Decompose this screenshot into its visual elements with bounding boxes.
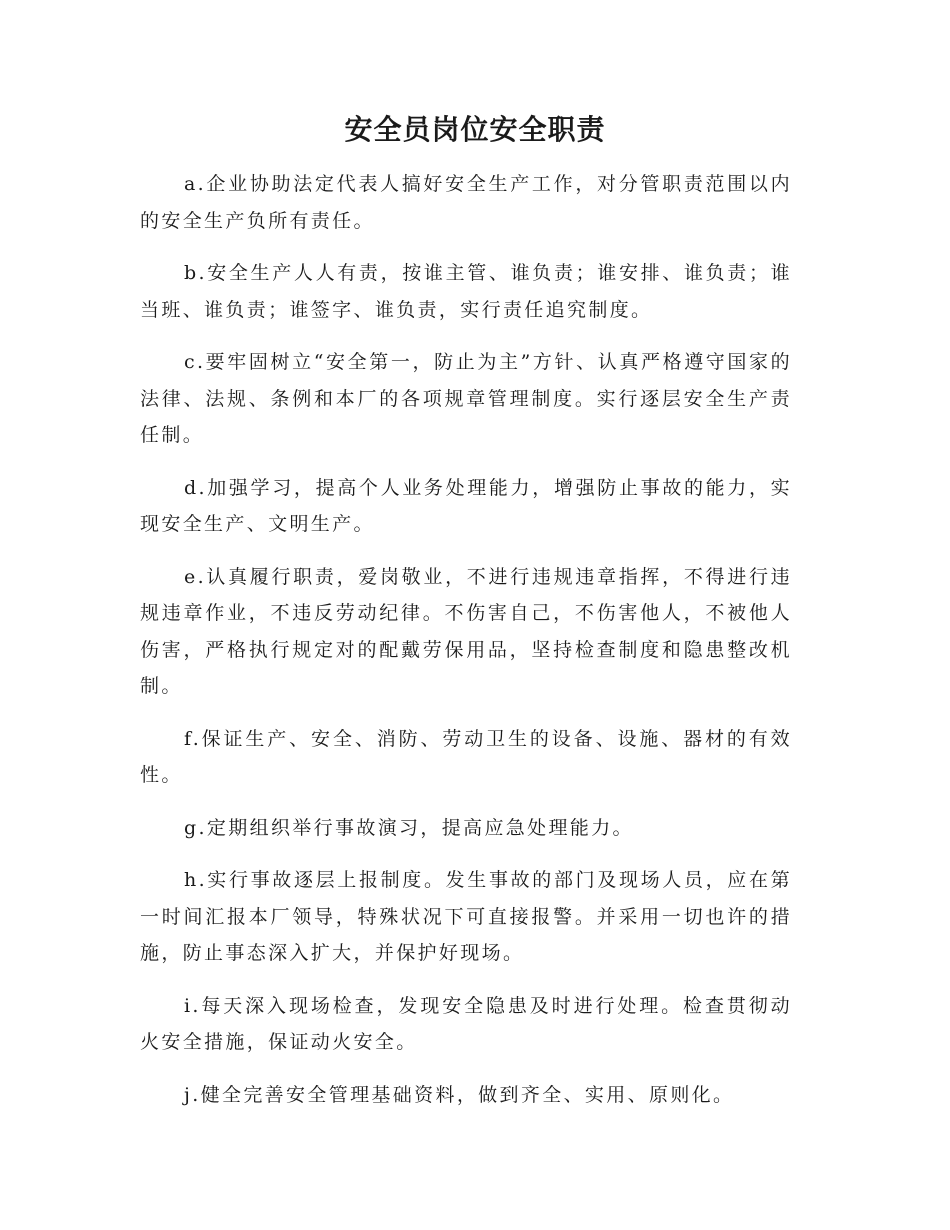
duty-paragraph-c: c.要牢固树立“安全第一，防止为主”方针、认真严格遵守国家的法律、法规、条例和本厂的各项规章管理制度。实行逐层安全生产责任制。 <box>140 351 792 446</box>
duty-paragraph-h: h.实行事故逐层上报制度。发生事故的部门及现场人员，应在第一时间汇报本厂领导，特殊状况下可直接报警。并采用一切也许的措施，防止事态深入扩大，并保护好现场。 <box>140 869 792 964</box>
duty-paragraph-i: i.每天深入现场检查，发现安全隐患及时进行处理。检查贯彻动火安全措施，保证动火安全。 <box>140 994 792 1053</box>
duty-paragraph-j: j.健全完善安全管理基础资料，做到齐全、实用、原则化。 <box>184 1083 735 1106</box>
duty-paragraph-a: a.企业协助法定代表人搞好安全生产工作，对分管职责范围以内的安全生产负所有责任。 <box>140 173 792 232</box>
duty-paragraph-e: e.认真履行职责，爱岗敬业，不进行违规违章指挥，不得进行违规违章作业，不违反劳动纪律。不伤害自己，不伤害他人，不被他人伤害，严格执行规定对的配戴劳保用品，坚持检查制度和隐患整改机制。 <box>140 565 792 697</box>
document-body <box>140 166 792 1129</box>
duty-paragraph-f: f.保证生产、安全、消防、劳动卫生的设备、设施、器材的有效性。 <box>140 727 792 786</box>
duty-paragraph-d: d.加强学习，提高个人业务处理能力，增强防止事故的能力，实现安全生产、文明生产。 <box>140 476 792 535</box>
document-title: 安全员岗位安全职责 <box>344 113 606 146</box>
duty-paragraph-g: g.定期组织举行事故演习，提高应急处理能力。 <box>184 816 634 839</box>
duty-paragraph-b: b.安全生产人人有责，按谁主管、谁负责；谁安排、谁负责；谁当班、谁负责；谁签字、谁负责，实行责任追究制度。 <box>140 262 792 321</box>
